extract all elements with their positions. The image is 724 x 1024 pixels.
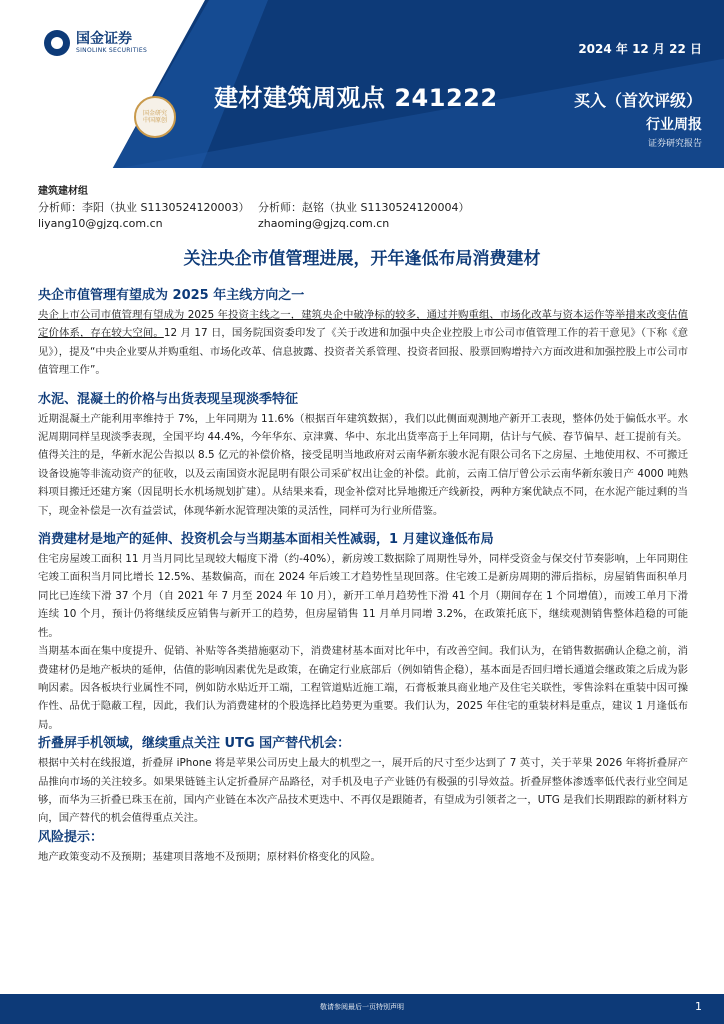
- investment-rating: 买入（首次评级）: [573, 91, 702, 110]
- analyst-2: [258, 200, 498, 232]
- section-paragraph: 近期混凝土产能利用率维持于 7%，上年同期为 11.6%（根据百年建筑数据），我们以此侧面观测地产新开工表现，整体仍处于偏低水平。水泥周期同样呈现淡季表现，全国平均 44.4%，今年华东、京津冀、华中、东北出货率高于上年同期，估计与气候、春节偏早、赶工提前有关。: [38, 412, 688, 444]
- section-title: 央企市值管理有望成为 2025 年主线方向之一: [38, 288, 305, 303]
- report-type: 行业周报: [646, 117, 702, 133]
- report-category: 证券研究报告: [647, 139, 702, 149]
- section-paragraph: 根据中关村在线报道，折叠屏 iPhone 将是苹果公司历史上最大的机型之一，展开后的尺寸至少达到了 7 英寸，关于苹果 2026 年将折叠屏产品推向市场的关注较多。如果果链链主认定折叠屏产品路径，对手机及电子产业链仍有极强的引导效益。折叠屏整体渗透率低代表行业空间足够，而华为三折叠已珠玉在前，国内产业链在本次产品技术更迭中、不再仅是跟随者，有望成为引领者之一，UTG 是我们长期跟踪的新材料方向，国产替代的机会值得重点关注。: [38, 757, 688, 825]
- report-header-banner: [0, 0, 724, 168]
- page-footer: [0, 994, 724, 1024]
- analyst-1: [38, 200, 254, 232]
- analyst-2-email[interactable]: zhaoming@gjzq.com.cn: [258, 217, 390, 230]
- paragraph-text: 12 月 17 日，国务院国资委印发了《关于改进和加强中央企业控股上市公司市值管理工作的若干意见》（下称《意见》），提及“中央企业要从并购重组、市场化改革、信息披露、投资者关系管理、投资者回报、股票回购增持六方面改进和加强控股上市公司市值管理工作”。: [38, 327, 688, 377]
- report-title: 建材建筑周观点 241222: [214, 84, 498, 112]
- report-body: [38, 286, 688, 866]
- key-point-text: 央企上市公司市值管理有望成为 2025 年投资主线之一，建筑央企中破净标的较多，通过并购重组、市场化改革与资本运作等举措来改变估值定价体系，存在较大空间。: [38, 309, 688, 340]
- company-logo: [44, 30, 147, 56]
- section-title: 风险提示：: [38, 829, 104, 845]
- analyst-1-name: 分析师：李阳（执业 S1130524120003）: [38, 201, 250, 214]
- section-paragraph: 值得关注的是，华新水泥公告拟以 8.5 亿元的补偿价格，接受昆明当地政府对云南华新东骏水泥有限公司名下之房屋、土地使用权、不可搬迁设备设施等非流动资产的征收，以及云南国资水泥昆明有限公司采矿权出让金的补偿。此前，云南工信厅曾公示云南华新东骏日产 4000 吨熟料项目搬迁还建方案（因昆明长水机场规划扩建）。从结果来看，现金补偿对比异地搬迁产线新投，两种方案优缺点不同，在水泥产能过剩的当下，现金补偿是一次有益尝试，体现华新水泥管理决策的灵活性，同样可为行业所借鉴。: [38, 449, 688, 517]
- analyst-block: [38, 184, 688, 232]
- risk-paragraph: 地产政策变动不及预期；基建项目落地不及预期；原材料价格变化的风险。: [38, 850, 381, 863]
- analyst-2-name: 分析师：赵铭（执业 S1130524120004）: [258, 201, 470, 214]
- section-title: 消费建材是地产的延伸、投资机会与当期基本面相关性减弱，1 月建议逢低布局: [38, 532, 494, 548]
- section-title: 水泥、混凝土的价格与出货表现呈现淡季特征: [38, 391, 299, 407]
- logo-name-cn: 国金证券: [76, 31, 132, 47]
- page-number: 1: [695, 1000, 702, 1013]
- logo-name-en: SINOLINK SECURITIES: [76, 47, 148, 54]
- report-headline: 关注央企市值管理进展，开年逢低布局消费建材: [183, 249, 541, 269]
- analyst-1-email[interactable]: liyang10@gjzq.com.cn: [38, 217, 163, 230]
- section-paragraph: [38, 306, 688, 380]
- section-paragraph: 当期基本面在集中度提升、促销、补贴等各类措施驱动下，消费建材基本面对比年中，有改善空间。我们认为，在销售数据确认企稳之前，消费建材仍是地产板块的延伸，估值的影响因素优先是政策，在确定行业底部后（例如销售企稳），基本面是否回归增长通道会继政策之后成为影响因素。因各板块行业属性不同，例如防水贴近开工端，工程管道贴近施工端，石膏板兼具商业地产及住宅关联性，零售涂料在重装中因可操作性、品优于隐蔽工程，因此，我们认为消费建材的个股选择比趋势更为重要。我们认为，2025 年住宅的重装材料是重点，建议 1 月逢低布局。: [38, 645, 688, 731]
- report-date: 2024 年 12 月 22 日: [578, 42, 702, 56]
- section-title: 折叠屏手机领域，继续重点关注 UTG 国产替代机会：: [38, 736, 351, 752]
- logo-mark-icon: [44, 30, 70, 56]
- section-paragraph: 住宅房屋竣工面积 11 月当月同比呈现较大幅度下滑（约-40%），新房竣工数据除了周期性导外，同样受资金与保交付节奏影响，上年同期住宅竣工面积当月同比增长 12.5%、基数偏高，而在 2024 年后竣工才趋势性呈现回落。住宅竣工是新房周期的滞后指标，房屋销售面积单月同比已连续下滑 37 个月（自 2021 年 7 月至 2024 年 10 月），新开工单月趋势性下滑 41 个月（期间存在 1 个同增值），而竣工单月下滑连续 10 个月，预计仍将继续反应销售与新开工的趋势，但房屋销售 11 月单月同增 3.2%，在政策托底下，继续观测销售整体趋稳的可能性。: [38, 553, 688, 639]
- industry-group: 建筑建材组: [38, 186, 88, 197]
- research-seal-icon: [134, 96, 176, 138]
- seal-text: 国金研究 中国原创: [142, 110, 167, 124]
- disclaimer-note: 敬请参阅最后一页特别声明: [320, 1003, 404, 1011]
